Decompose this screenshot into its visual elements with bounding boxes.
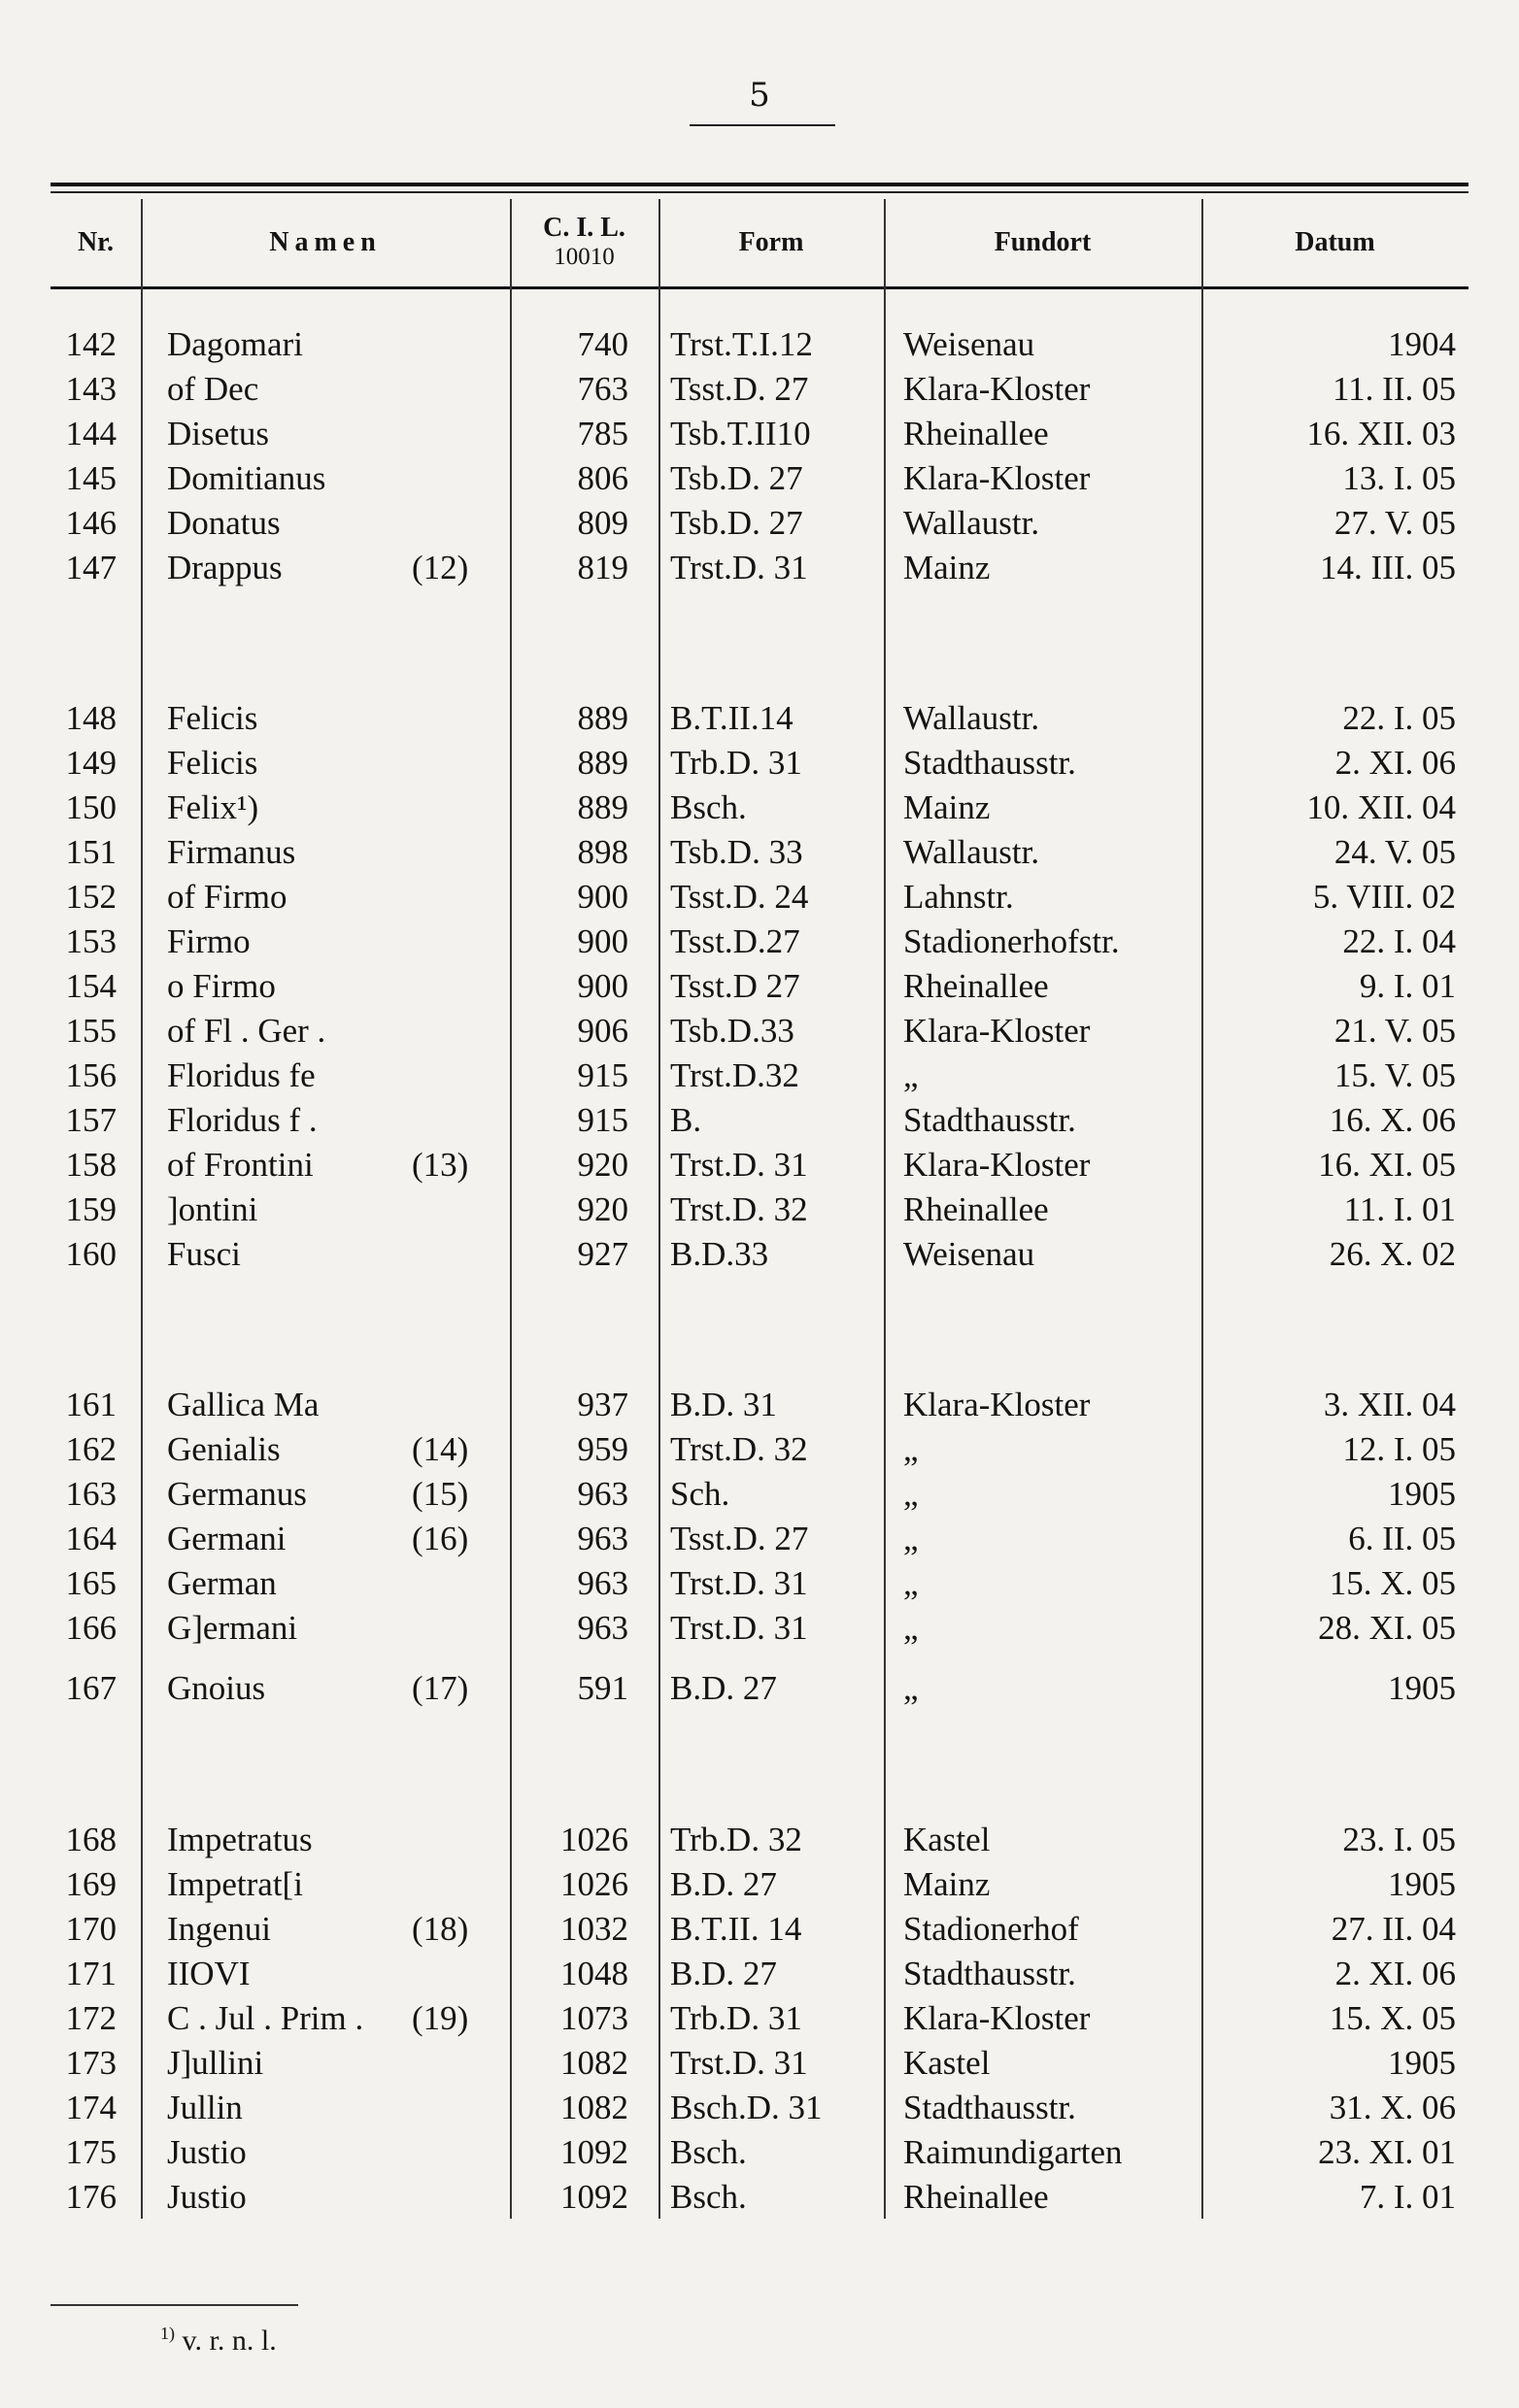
row-cil: 785 [577,415,628,452]
row-datum: 1904 [1388,325,1456,363]
row-datum: 6. II. 05 [1348,1520,1456,1557]
row-nr: 166 [65,1609,117,1647]
row-datum: 23. XI. 01 [1318,2133,1456,2171]
row-nr: 152 [65,878,117,916]
row-nr: 149 [65,744,117,782]
header-nr: Nr. [77,227,115,257]
row-note: (16) [412,1520,469,1557]
row-form: Tsst.D 27 [670,967,800,1005]
row-nr: 169 [65,1865,117,1903]
row-name: Impetrat[i [167,1865,303,1903]
row-form: B.T.II. 14 [670,1910,802,1948]
row-form: Trst.D. 31 [670,2044,808,2082]
row-form: Trb.D. 32 [670,1821,802,1858]
row-fundort: Wallaustr. [903,699,1040,737]
row-fundort: „ [903,1520,919,1557]
row-nr: 153 [65,922,117,960]
row-form: Tsb.D. 27 [670,504,803,542]
row-fundort: Rheinallee [903,415,1049,452]
row-fundort: Klara-Kloster [903,370,1091,408]
row-cil: 900 [577,878,628,916]
row-name: Impetratus [167,1821,313,1858]
row-cil: 889 [577,699,628,737]
table-row [0,1232,1519,1277]
row-nr: 145 [65,459,117,497]
row-name: German [167,1564,277,1602]
row-cil: 740 [577,325,628,363]
row-cil: 900 [577,967,628,1005]
row-datum: 2. XI. 06 [1334,1955,1456,1992]
row-cil: 763 [577,370,628,408]
row-datum: 1905 [1388,1669,1456,1707]
table-row [0,1009,1519,1054]
row-name: G]ermani [167,1609,298,1647]
row-form: Trb.D. 31 [670,1999,802,2037]
row-name: Genialis [167,1430,281,1468]
table-row [0,2175,1519,2220]
row-fundort: Mainz [903,549,991,586]
table-row [0,2086,1519,2130]
row-nr: 165 [65,1564,117,1602]
footnote-text: v. r. n. l. [182,2324,277,2357]
row-name: Floridus fe [167,1056,316,1094]
table-row [0,1561,1519,1606]
row-nr: 161 [65,1386,117,1423]
row-cil: 963 [577,1564,628,1602]
row-fundort: Stadthausstr. [903,1955,1076,1992]
row-fundort: Wallaustr. [903,833,1040,871]
row-fundort: Wallaustr. [903,504,1040,542]
row-nr: 174 [65,2089,117,2126]
row-fundort: „ [903,1609,919,1647]
row-name: Ingenui [167,1910,271,1948]
row-cil: 1073 [560,1999,628,2037]
row-fundort: Weisenau [903,1235,1035,1273]
row-nr: 173 [65,2044,117,2082]
row-name: Gallica Ma [167,1386,320,1423]
row-nr: 176 [65,2178,117,2216]
row-fundort: „ [903,1475,919,1513]
row-datum: 15. X. 05 [1329,1564,1456,1602]
row-datum: 5. VIII. 02 [1312,878,1456,916]
row-nr: 167 [65,1669,117,1707]
row-fundort: Lahnstr. [903,878,1014,916]
row-name: Dagomari [167,325,303,363]
header-namen: Namen [269,227,382,257]
table-row [0,1427,1519,1472]
row-name: o Firmo [167,967,276,1005]
row-fundort: „ [903,1056,919,1094]
row-datum: 2. XI. 06 [1334,744,1456,782]
row-form: B.D. 27 [670,1955,777,1992]
row-note: (17) [412,1669,469,1707]
table-row [0,1383,1519,1427]
row-name: Floridus f . [167,1101,318,1139]
row-fundort: Stadionerhofstr. [903,922,1120,960]
row-form: Tsb.D.33 [670,1012,794,1050]
table-row [0,2130,1519,2175]
row-nr: 156 [65,1056,117,1094]
row-fundort: Rheinallee [903,967,1049,1005]
table-row [0,1666,1519,1711]
row-form: Bsch. [670,2133,747,2171]
row-datum: 1905 [1388,2044,1456,2082]
row-fundort: Klara-Kloster [903,1999,1091,2037]
row-form: Trst.D. 32 [670,1190,808,1228]
header-cil-label: C. I. L. [543,213,625,243]
row-name: of Firmo [167,878,287,916]
row-cil: 1082 [560,2089,628,2126]
row-name: Disetus [167,415,269,452]
row-cil: 889 [577,788,628,826]
row-name: Germani [167,1520,287,1557]
row-cil: 819 [577,549,628,586]
row-name: Firmo [167,922,251,960]
row-cil: 898 [577,833,628,871]
footnote-marker: 1) [160,2324,175,2343]
row-name: Felicis [167,699,258,737]
row-datum: 7. I. 01 [1359,2178,1456,2216]
table-row [0,546,1519,590]
row-datum: 16. XI. 05 [1318,1146,1456,1184]
row-cil: 809 [577,504,628,542]
header-cil-number: 10010 [554,244,615,270]
row-datum: 24. V. 05 [1333,833,1456,871]
table-row [0,875,1519,920]
table-row [0,501,1519,546]
table-row [0,1952,1519,1996]
row-cil: 889 [577,744,628,782]
row-name: Firmanus [167,833,296,871]
table-row [0,2041,1519,2086]
row-cil: 1092 [560,2178,628,2216]
row-form: B.D. 27 [670,1669,777,1707]
row-name: of Frontini [167,1146,314,1184]
row-name: Fusci [167,1235,241,1273]
row-name: of Fl . Ger . [167,1012,326,1050]
row-fundort: Kastel [903,2044,991,2082]
row-name: J]ullini [167,2044,264,2082]
row-nr: 160 [65,1235,117,1273]
row-name: ]ontini [167,1190,258,1228]
row-name: Justio [167,2133,247,2171]
row-name: Germanus [167,1475,307,1513]
row-nr: 175 [65,2133,117,2171]
row-datum: 1905 [1388,1475,1456,1513]
row-form: B.D. 31 [670,1386,777,1423]
table-row [0,367,1519,412]
row-datum: 22. I. 04 [1342,922,1456,960]
row-form: Tsst.D. 27 [670,370,809,408]
row-fundort: „ [903,1669,919,1707]
row-cil: 920 [577,1146,628,1184]
row-datum: 14. III. 05 [1320,549,1456,586]
row-fundort: Stadionerhof [903,1910,1079,1948]
row-cil: 927 [577,1235,628,1273]
row-cil: 806 [577,459,628,497]
row-nr: 142 [65,325,117,363]
row-datum: 15. X. 05 [1329,1999,1456,2037]
row-note: (19) [412,1999,469,2037]
row-name: Felicis [167,744,258,782]
table-row [0,322,1519,367]
row-nr: 164 [65,1520,117,1557]
row-form: Tsst.D. 27 [670,1520,809,1557]
row-form: Trst.D. 31 [670,549,808,586]
row-name: C . Jul . Prim . [167,1999,364,2037]
row-name: of Dec [167,370,259,408]
row-nr: 170 [65,1910,117,1948]
row-name: Donatus [167,504,281,542]
row-datum: 16. XII. 03 [1306,415,1456,452]
row-cil: 963 [577,1520,628,1557]
row-fundort: Weisenau [903,325,1035,363]
row-form: Tsst.D. 24 [670,878,809,916]
row-cil: 1026 [560,1865,628,1903]
row-cil: 1092 [560,2133,628,2171]
row-nr: 150 [65,788,117,826]
row-datum: 12. I. 05 [1342,1430,1456,1468]
table-row [0,1606,1519,1651]
table-row [0,1143,1519,1187]
row-cil: 937 [577,1386,628,1423]
row-note: (13) [412,1146,469,1184]
row-form: B.D.33 [670,1235,769,1273]
row-cil: 959 [577,1430,628,1468]
row-form: Trst.D.32 [670,1056,799,1094]
row-nr: 168 [65,1821,117,1858]
row-cil: 591 [577,1669,628,1707]
row-nr: 154 [65,967,117,1005]
table-row [0,1187,1519,1232]
page-number-underline [690,124,835,126]
row-fundort: Stadthausstr. [903,744,1076,782]
row-cil: 1032 [560,1910,628,1948]
row-nr: 162 [65,1430,117,1468]
row-form: Trst.D. 31 [670,1609,808,1647]
table-row [0,786,1519,830]
row-form: Trst.D. 31 [670,1564,808,1602]
table-row [0,830,1519,875]
table-row [0,1517,1519,1561]
row-form: B.D. 27 [670,1865,777,1903]
row-note: (15) [412,1475,469,1513]
header-cil [510,199,658,286]
row-fundort: Mainz [903,788,991,826]
row-nr: 155 [65,1012,117,1050]
table-row [0,920,1519,964]
row-fundort: Klara-Kloster [903,1146,1091,1184]
row-datum: 13. I. 05 [1342,459,1456,497]
row-form: Tsb.D. 33 [670,833,803,871]
row-datum: 16. X. 06 [1329,1101,1456,1139]
page-number: 5 [749,76,770,115]
row-cil: 900 [577,922,628,960]
row-form: Trst.T.I.12 [670,325,813,363]
table-row [0,1996,1519,2041]
row-name: Felix¹) [167,788,259,826]
row-form: Tsb.D. 27 [670,459,803,497]
row-cil: 915 [577,1101,628,1139]
row-datum: 28. XI. 05 [1318,1609,1456,1647]
row-form: Tsst.D.27 [670,922,800,960]
row-cil: 963 [577,1475,628,1513]
row-datum: 1905 [1388,1865,1456,1903]
row-cil: 915 [577,1056,628,1094]
row-fundort: „ [903,1564,919,1602]
row-name: Domitianus [167,459,326,497]
row-datum: 11. II. 05 [1332,370,1456,408]
row-datum: 21. V. 05 [1333,1012,1456,1050]
row-datum: 3. XII. 04 [1323,1386,1456,1423]
row-cil: 906 [577,1012,628,1050]
table-row [0,1098,1519,1143]
table-top-rule-thin [51,191,1468,193]
table-row [0,456,1519,501]
table-row [0,1862,1519,1907]
row-cil: 920 [577,1190,628,1228]
row-datum: 15. V. 05 [1333,1056,1456,1094]
row-datum: 11. I. 01 [1343,1190,1456,1228]
footnote-rule [51,2304,298,2306]
table-row [0,1818,1519,1862]
row-form: Tsb.T.II10 [670,415,811,452]
row-nr: 159 [65,1190,117,1228]
row-form: Trst.D. 32 [670,1430,808,1468]
row-datum: 26. X. 02 [1329,1235,1456,1273]
row-fundort: Klara-Kloster [903,459,1091,497]
row-form: Bsch. [670,788,747,826]
row-nr: 148 [65,699,117,737]
row-datum: 27. II. 04 [1331,1910,1456,1948]
row-cil: 1048 [560,1955,628,1992]
header-bottom-rule [51,286,1468,289]
row-name: Gnoius [167,1669,266,1707]
row-name: Justio [167,2178,247,2216]
row-name: IIOVI [167,1955,251,1992]
row-datum: 31. X. 06 [1329,2089,1456,2126]
row-fundort: Rheinallee [903,2178,1049,2216]
row-note: (12) [412,549,469,586]
row-fundort: Stadthausstr. [903,2089,1076,2126]
table-row [0,1907,1519,1952]
row-nr: 151 [65,833,117,871]
row-cil: 1026 [560,1821,628,1858]
row-name: Jullin [167,2089,243,2126]
row-form: Trst.D. 31 [670,1146,808,1184]
table-row [0,1054,1519,1098]
row-datum: 22. I. 05 [1342,699,1456,737]
row-datum: 9. I. 01 [1359,967,1456,1005]
table-row [0,741,1519,786]
row-fundort: „ [903,1430,919,1468]
row-form: Sch. [670,1475,730,1513]
row-fundort: Klara-Kloster [903,1012,1091,1050]
row-note: (18) [412,1910,469,1948]
row-form: Trb.D. 31 [670,744,802,782]
row-datum: 23. I. 05 [1342,1821,1456,1858]
row-fundort: Kastel [903,1821,991,1858]
row-fundort: Raimundigarten [903,2133,1123,2171]
row-nr: 147 [65,549,117,586]
row-nr: 172 [65,1999,117,2037]
table-top-rule-thick [51,183,1468,186]
row-form: B.T.II.14 [670,699,793,737]
row-note: (14) [412,1430,469,1468]
table-row [0,696,1519,741]
row-fundort: Stadthausstr. [903,1101,1076,1139]
row-nr: 171 [65,1955,117,1992]
row-nr: 144 [65,415,117,452]
row-datum: 10. XII. 04 [1306,788,1456,826]
row-nr: 163 [65,1475,117,1513]
table-row [0,1472,1519,1517]
row-form: B. [670,1101,702,1139]
row-datum: 27. V. 05 [1333,504,1456,542]
header-datum: Datum [1295,227,1375,257]
row-nr: 157 [65,1101,117,1139]
row-nr: 158 [65,1146,117,1184]
row-cil: 963 [577,1609,628,1647]
row-fundort: Mainz [903,1865,991,1903]
row-nr: 146 [65,504,117,542]
footnote [160,2324,277,2358]
header-fundort: Fundort [994,227,1092,257]
table-row [0,412,1519,456]
row-fundort: Rheinallee [903,1190,1049,1228]
row-nr: 143 [65,370,117,408]
row-cil: 1082 [560,2044,628,2082]
row-fundort: Klara-Kloster [903,1386,1091,1423]
row-form: Bsch. [670,2178,747,2216]
table-row [0,964,1519,1009]
header-form: Form [738,227,804,257]
row-form: Bsch.D. 31 [670,2089,823,2126]
row-name: Drappus [167,549,283,586]
